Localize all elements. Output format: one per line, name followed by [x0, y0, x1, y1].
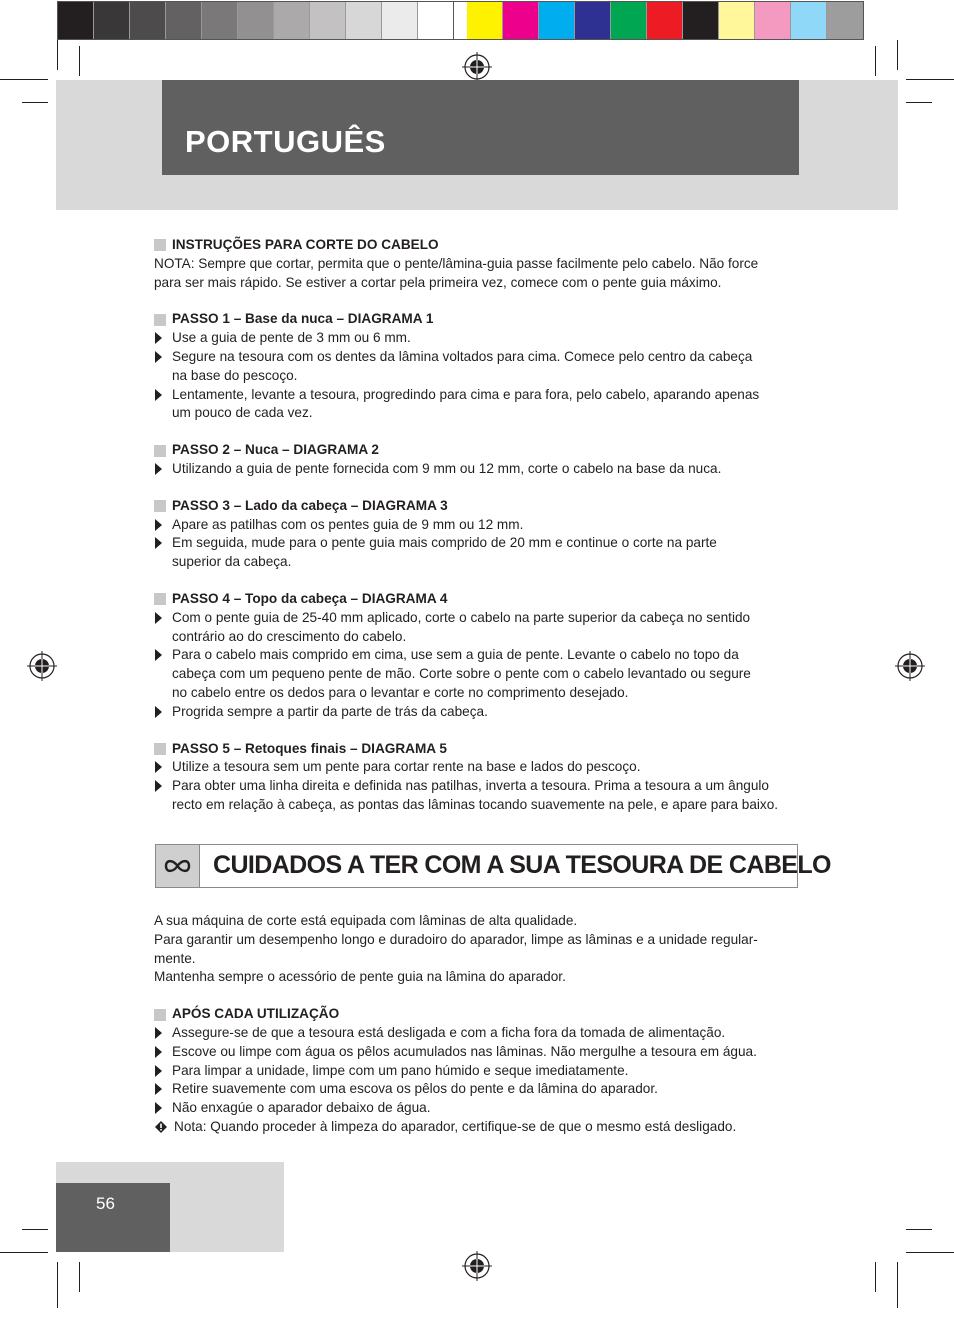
header-box: [162, 80, 799, 175]
color-swatch: [827, 2, 863, 39]
color-swatch: [503, 2, 539, 39]
registration-mark-icon: [895, 651, 925, 681]
color-swatch: [310, 2, 346, 39]
crop-mark: [22, 102, 48, 103]
list-item: Retire suavemente com uma escova os pêlos do pente e da lâmina do aparador.: [154, 1080, 804, 1099]
triangle-bullet-icon: [155, 519, 162, 531]
square-bullet-icon: [154, 1009, 166, 1021]
triangle-bullet-icon: [155, 1046, 162, 1058]
crop-mark: [57, 40, 58, 70]
color-swatch: [418, 2, 454, 39]
step3-heading: PASSO 3 – Lado da cabeça – DIAGRAMA 3: [154, 497, 804, 516]
triangle-bullet-icon: [155, 1083, 162, 1095]
note-line: NOTA: Sempre que cortar, permita que o pente/lâmina-guia passe facilmente pelo cabelo. Não force: [154, 255, 759, 271]
note-line: para ser mais rápido. Se estiver a cortar pela primeira vez, comece com o pente guia máximo.: [154, 274, 722, 290]
list-item: Utilize a tesoura sem um pente para cortar rente na base e lados do pescoço.: [154, 758, 804, 777]
triangle-bullet-icon: [155, 1027, 162, 1039]
color-swatch: [274, 2, 310, 39]
color-calibration-bar: [57, 1, 864, 40]
crop-mark: [0, 1252, 48, 1253]
crop-mark: [79, 1262, 80, 1292]
triangle-bullet-icon: [155, 706, 162, 718]
color-swatch: [346, 2, 382, 39]
color-swatch: [202, 2, 238, 39]
list-item: Assegure-se de que a tesoura está desligada e com a ficha fora da tomada de alimentação.: [154, 1024, 804, 1043]
registration-mark-icon: [462, 52, 492, 82]
list-item: Segure na tesoura com os dentes da lâmina voltados para cima. Comece pelo centro da cabeça na base do pescoço.: [154, 348, 804, 386]
care-paragraph: Mantenha sempre o acessório de pente guia na lâmina do aparador.: [154, 969, 566, 985]
square-bullet-icon: [154, 314, 166, 326]
registration-mark-icon: [462, 1251, 492, 1281]
note-item: Nota: Quando proceder à limpeza do aparador, certifique-se de que o mesmo está desligado.: [154, 1118, 804, 1137]
crop-mark: [897, 1262, 898, 1308]
color-swatch: [467, 2, 503, 39]
care-section-title: CUIDADOS A TER COM A SUA TESOURA DE CABELO: [213, 851, 831, 879]
infinity-icon: [156, 845, 199, 887]
list-item: Utilizando a guia de pente fornecida com 9 mm ou 12 mm, corte o cabelo na base da nuca.: [154, 460, 804, 479]
list-item: Lentamente, levante a tesoura, progredindo para cima e para fora, pelo cabelo, aparando apenas um pouco de cada vez.: [154, 386, 804, 424]
care-section-title-box: [155, 844, 831, 888]
list-item: Escove ou limpe com água os pêlos acumulados nas lâminas. Não mergulhe a tesoura em água.: [154, 1043, 804, 1062]
list-item: Para o cabelo mais comprido em cima, use sem a guia de pente. Levante o cabelo no topo da cabeça com um pequeno pente de mão. Corte sobre o pente com o cabelo levantado ou segure no cabelo entre os dedos para o levantar e corte no comprimento desejado.: [154, 646, 804, 702]
step5-heading: PASSO 5 – Retoques finais – DIAGRAMA 5: [154, 740, 804, 759]
instructions-content: [154, 236, 804, 815]
step1-heading: PASSO 1 – Base da nuca – DIAGRAMA 1: [154, 310, 804, 329]
care-paragraph: mente.: [154, 950, 196, 966]
color-swatch: [611, 2, 647, 39]
color-swatch: [238, 2, 274, 39]
square-bullet-icon: [154, 593, 166, 605]
crop-mark: [875, 1262, 876, 1292]
square-bullet-icon: [154, 743, 166, 755]
triangle-bullet-icon: [155, 780, 162, 792]
list-item: Para obter uma linha direita e definida nas patilhas, inverta a tesoura. Prima a tesoura a um ângulo recto em relação à cabeça, as pontas das lâminas tocando suavemente na pele, e apare para baixo.: [154, 777, 804, 815]
crop-mark: [906, 79, 954, 80]
triangle-bullet-icon: [155, 1065, 162, 1077]
triangle-bullet-icon: [155, 761, 162, 773]
step4-heading: PASSO 4 – Topo da cabeça – DIAGRAMA 4: [154, 590, 804, 609]
crop-mark: [906, 1252, 954, 1253]
triangle-bullet-icon: [155, 649, 162, 661]
color-swatch: [539, 2, 575, 39]
square-bullet-icon: [154, 500, 166, 512]
crop-mark: [875, 46, 876, 76]
list-item: Use a guia de pente de 3 mm ou 6 mm.: [154, 329, 804, 348]
color-swatch: [683, 2, 719, 39]
list-item: Não enxagúe o aparador debaixo de água.: [154, 1099, 804, 1118]
step2-heading: PASSO 2 – Nuca – DIAGRAMA 2: [154, 441, 804, 460]
care-paragraph: Para garantir um desempenho longo e duradoiro do aparador, limpe as lâminas e a unidade regular-: [154, 931, 758, 947]
list-item: Em seguida, mude para o pente guia mais comprido de 20 mm e continue o corte na parte superior da cabeça.: [154, 534, 804, 572]
list-item: Para limpar a unidade, limpe com um pano húmido e seque imediatamente.: [154, 1062, 804, 1081]
color-swatch: [130, 2, 166, 39]
color-swatch: [166, 2, 202, 39]
list-item: Progrida sempre a partir da parte de trás da cabeça.: [154, 703, 804, 722]
crop-mark: [22, 1229, 48, 1230]
care-icon-box: [156, 845, 200, 887]
color-swatch: [791, 2, 827, 39]
color-swatch: [647, 2, 683, 39]
color-swatch: [58, 2, 94, 39]
triangle-bullet-icon: [155, 389, 162, 401]
warning-diamond-icon: [155, 1121, 167, 1133]
registration-mark-icon: [27, 651, 57, 681]
triangle-bullet-icon: [155, 463, 162, 475]
triangle-bullet-icon: [155, 332, 162, 344]
list-item: Apare as patilhas com os pentes guia de 9 mm ou 12 mm.: [154, 516, 804, 535]
crop-mark: [57, 1262, 58, 1308]
care-content: [154, 912, 804, 1137]
page-title: PORTUGUÊS: [185, 124, 386, 159]
footer-box: [56, 1183, 170, 1252]
crop-mark: [897, 40, 898, 70]
crop-mark: [906, 1229, 932, 1230]
color-swatch: [94, 2, 130, 39]
crop-mark: [906, 102, 932, 103]
care-paragraph: A sua máquina de corte está equipada com lâminas de alta qualidade.: [154, 913, 578, 928]
color-swatch: [575, 2, 611, 39]
square-bullet-icon: [154, 445, 166, 457]
square-bullet-icon: [154, 239, 166, 251]
crop-mark: [79, 46, 80, 76]
list-item: Com o pente guia de 25-40 mm aplicado, corte o cabelo na parte superior da cabeça no sentido contrário ao do crescimento do cabelo.: [154, 609, 804, 647]
after-use-heading: APÓS CADA UTILIZAÇÃO: [154, 1005, 804, 1024]
triangle-bullet-icon: [155, 351, 162, 363]
triangle-bullet-icon: [155, 612, 162, 624]
crop-mark: [0, 79, 48, 80]
color-swatch: [719, 2, 755, 39]
page-number: 56: [96, 1194, 115, 1213]
color-swatch: [382, 2, 418, 39]
color-swatch: [755, 2, 791, 39]
section-heading: INSTRUÇÕES PARA CORTE DO CABELO: [154, 236, 804, 255]
triangle-bullet-icon: [155, 537, 162, 549]
triangle-bullet-icon: [155, 1102, 162, 1114]
